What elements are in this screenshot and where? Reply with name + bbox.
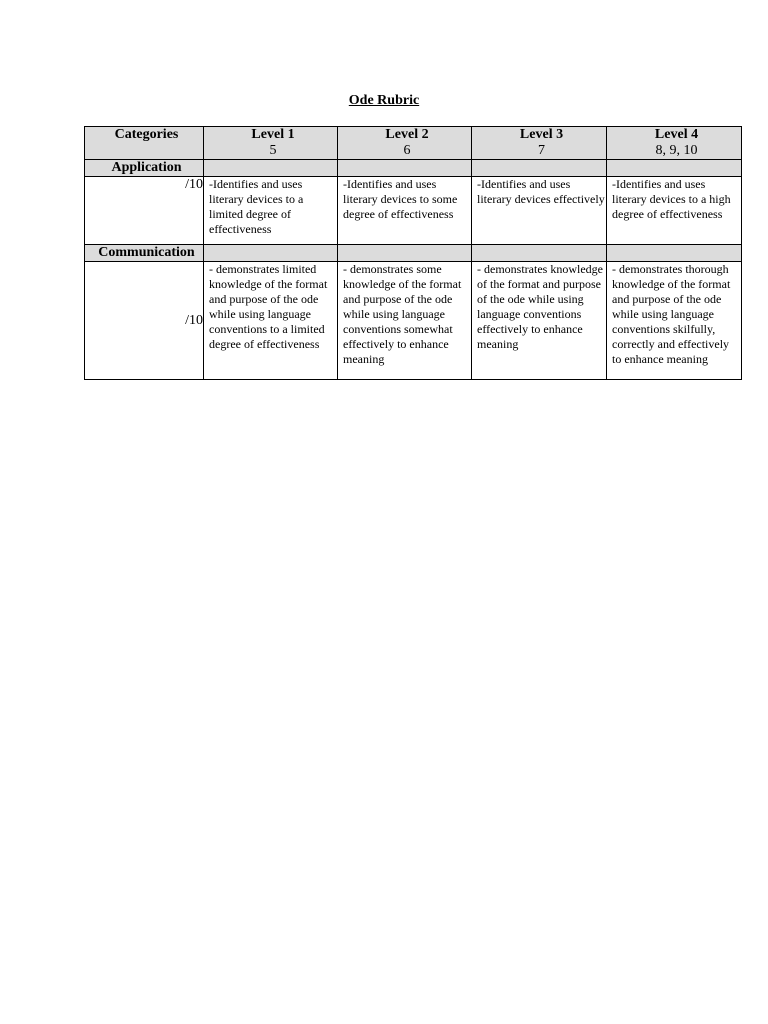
descriptor-communication-level-1: - demonstrates limited knowledge of the format and purpose of the ode while using language conventions to a limited degree of effectiveness bbox=[204, 262, 338, 380]
level-3-score: 7 bbox=[538, 143, 545, 158]
section-label-communication: Communication bbox=[85, 245, 204, 262]
descriptor-application-level-3: -Identifies and uses literary devices effectively bbox=[472, 177, 607, 245]
header-row bbox=[85, 127, 742, 160]
header-level-1 bbox=[204, 127, 338, 160]
section-row-application bbox=[85, 160, 742, 177]
header-level-3 bbox=[472, 127, 607, 160]
descriptor-application-level-2: -Identifies and uses literary devices to some degree of effectiveness bbox=[338, 177, 472, 245]
page-title bbox=[0, 93, 768, 109]
level-2-label: Level 2 bbox=[385, 127, 429, 142]
section-spacer bbox=[607, 245, 742, 262]
section-spacer bbox=[204, 160, 338, 177]
descriptor-communication-level-2: - demonstrates some knowledge of the format and purpose of the ode while using language conventions somewhat effectively to enhance meaning bbox=[338, 262, 472, 380]
descriptor-application-level-4: -Identifies and uses literary devices to a high degree of effectiveness bbox=[607, 177, 742, 245]
section-spacer bbox=[338, 245, 472, 262]
section-spacer bbox=[607, 160, 742, 177]
section-row-communication bbox=[85, 245, 742, 262]
section-label-application: Application bbox=[85, 160, 204, 177]
header-categories bbox=[85, 127, 204, 160]
criteria-row-communication bbox=[85, 262, 742, 380]
descriptor-communication-level-4: - demonstrates thorough knowledge of the format and purpose of the ode while using language conventions skilfully, correctly and effectively to enhance meaning bbox=[607, 262, 742, 380]
section-spacer bbox=[204, 245, 338, 262]
section-spacer bbox=[472, 245, 607, 262]
level-1-score: 5 bbox=[269, 143, 277, 158]
score-communication: /10 bbox=[85, 262, 204, 380]
level-2-score: 6 bbox=[403, 143, 411, 158]
criteria-row-application bbox=[85, 177, 742, 245]
level-4-label: Level 4 bbox=[654, 127, 699, 142]
level-4-score: 8, 9, 10 bbox=[655, 143, 698, 158]
descriptor-application-level-1: -Identifies and uses literary devices to a limited degree of effectiveness bbox=[204, 177, 338, 245]
header-categories-label: Categories bbox=[114, 127, 179, 142]
rubric-table bbox=[84, 126, 742, 380]
title-text: Ode Rubric bbox=[348, 93, 420, 108]
section-spacer bbox=[338, 160, 472, 177]
section-spacer bbox=[472, 160, 607, 177]
header-level-2 bbox=[338, 127, 472, 160]
level-1-label: Level 1 bbox=[251, 127, 295, 142]
score-application: /10 bbox=[85, 177, 204, 245]
header-level-4 bbox=[607, 127, 742, 160]
descriptor-communication-level-3: - demonstrates knowledge of the format and purpose of the ode while using language conventions effectively to enhance meaning bbox=[472, 262, 607, 380]
level-3-label: Level 3 bbox=[519, 127, 564, 142]
